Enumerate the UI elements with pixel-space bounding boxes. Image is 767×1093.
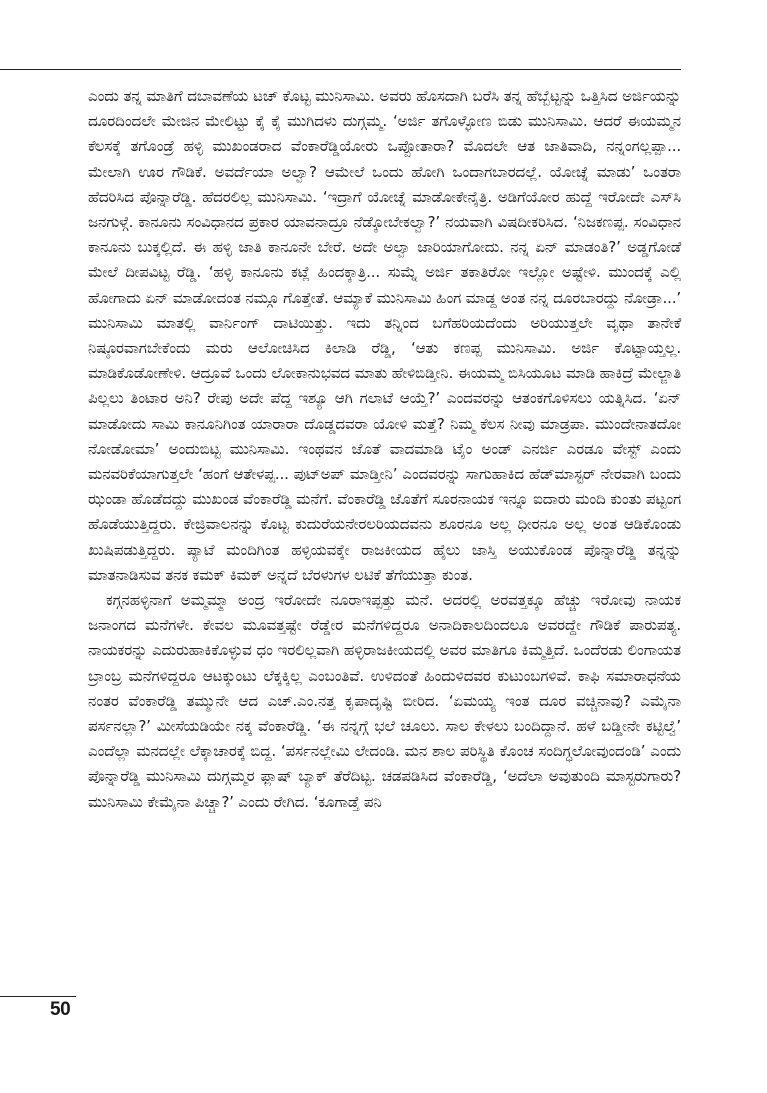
body-text [88, 84, 681, 815]
top-rule [0, 69, 681, 70]
page-number: 50 [50, 999, 71, 1020]
paragraph-1: ಎಂದು ತನ್ನ ಮಾತಿಗೆ ದಬಾವಣೆಯ ಟಚ್ ಕೊಟ್ಟ ಮುನಿಸಾಮಿ. ಅವರು ಹೊಸದಾಗಿ ಬರೆಸಿ ತನ್ನ ಹೆಬ್ಬೆಟ್ಟನ್ನು ಒತ್ತಿಸಿದ ಅರ್ಜಿಯನ್ನು ದೂರದಿಂದಲೇ ಮೇಜಿನ ಮೇಲಿಟ್ಟು ಕೈ ಕೈ ಮುಗಿದಳು ದುಗ್ಗಮ್ಮ. ‘ಅರ್ಜಿ ತಗೊಳ್ಳೋಣ ಬಿಡು ಮುನಿಸಾಮಿ. ಆದರೆ ಈಯಮ್ಮನ ಕೆಲಸಕ್ಕೆ ತಗೊಂಡ್ರೆ ಹಳ್ಳಿ ಮುಖಂಡರಾದ ವೆಂಕಾರೆಡ್ಡಿಯೋರು ಒಪ್ಪೋತಾರಾ? ಮೊದಲೇ ಆತ ಜಾತಿವಾದಿ, ನನ್ನಂಗಲ್ಲಪ್ಪಾ... ಮೇಲಾಗಿ ಊರ ಗೌಡಿಕೆ. ಅವರ್ದೆಯಾ ಅಲ್ವಾ? ಆಮೇಲೆ ಒಂದು ಹೋಗಿ ಒಂದಾಗಬಾರದಲ್ಲೆ. ಯೋಚ್ನೆ ಮಾಡು’ ಒಂತರಾ ಹೆದರಿಸಿದ ಪೊನ್ನಾರೆಡ್ಡಿ. ಹೆದರಲಿಲ್ಲ ಮುನಿಸಾಮಿ. ‘ಇದ್ರಾಗೆ ಯೋಚ್ನೆ ಮಾಡೋಕೇನೈತ್ರಿ. ಅಡಿಗೆಯೋರ ಹುದ್ದೆ ಇರೋದೇ ಎಸ್‌ಸಿ ಜನಗುಳ್ಗೆ. ಕಾನೂನು ಸಂವಿಧಾನದ ಪ್ರಕಾರ ಯಾವನಾದ್ರೂ ನೆಡ್ಕೋಬೇಕಲ್ವಾ?’ ನಯವಾಗಿ ವಿಷದೀಕರಿಸಿದ. ‘ನಿಜಕಣಪ್ಪ. ಸಂವಿಧಾನ ಕಾನೂನು ಬುಕ್ಕಲ್ಲಿದೆ. ಈ ಹಳ್ಳಿ ಜಾತಿ ಕಾನೂನೇ ಬೇರೆ. ಅದೇ ಅಲ್ವಾ ಜಾರಿಯಾಗೋದು. ನನ್ನ ಏನ್ ಮಾಡಂತಿ?’ ಅಡ್ಡಗೋಡೆ ಮೇಲೆ ದೀಪವಿಟ್ಟ ರೆಡ್ಡಿ. ‘ಹಳ್ಳಿ ಕಾನೂನು ಕಟ್ಲೆ ಹಿಂದಕ್ಕಾತ್ರಿ... ಸುಮ್ನೆ ಅರ್ಜಿ ತಕಾತಿರೋ ಇಲ್ಲೋ ಅಷ್ಟೇಳಿ. ಮುಂದಕ್ಕೆ ಎಲ್ಲಿ ಹೋಗಾದು ಏನ್ ಮಾಡೋದಂತ ನಮ್ಗೂ ಗೊತ್ತೇತೆ. ಆಮ್ಯಾಕೆ ಮುನಿಸಾಮಿ ಹಿಂಗ ಮಾಡ್ದ ಅಂತ ನನ್ನ ದೂರಬಾರದ್ದು ನೋಡ್ರಾ...’ ಮುನಿಸಾಮಿ ಮಾತಲ್ಲಿ ವಾರ್ನಿಂಗ್ ದಾಟಿಯಿತ್ತು. ಇದು ತನ್ನಿಂದ ಬಗೆಹರಿಯದೆಂದು ಅರಿಯುತ್ತಲೇ ವೃಥಾ ತಾನೇಕೆ ನಿಷ್ಠೂರವಾಗಬೇಕೆಂದು ಮರು ಆಲೋಚಿಸಿದ ಕಿಲಾಡಿ ರೆಡ್ಡಿ, ‘ಆತು ಕಣಪ್ಪ ಮುನಿಸಾಮಿ. ಅರ್ಜಿ ಕೊಟ್ಟಾಯ್ತಲ್ಲ. ಮಾಡಿಕೊಡೋಣೇಳಿ. ಆದ್ರೂವೆ ಒಂದು ಲೋಕಾನುಭವದ ಮಾತು ಹೇಳಿಬಿಡ್ತೀನಿ. ಈಯಮ್ಮ ಬಿಸಿಯೂಟ ಮಾಡಿ ಹಾಕಿದ್ರೆ ಮೇಲ್ಜಾತಿ ಪಿಲ್ಲಲು ತಿಂಟಾರ ಅನಿ? ರೇಪು ಅದೇ ಪೆದ್ದ ಇಶ್ಯೂ ಆಗಿ ಗಲಾಟೆ ಆಯ್ತೆ?’ ಎಂದವರನ್ನು ಆತಂಕಗೊಳಿಸಲು ಯತ್ನಿಸಿದ. ‘ಏನ್ ಮಾಡೋದು ಸಾಮಿ ಕಾನೂನಿಗಿಂತ ಯಾರಾರಾ ದೊಡ್ಡದವರಾ ಯೋಳಿ ಮತ್ತೆ? ನಿಮ್ಮ ಕೆಲಸ ನೀವು ಮಾಡ್ರಪಾ. ಮುಂದೇನಾತದೋ ನೋಡೋಮಾ’ ಅಂದುಬಿಟ್ಟ ಮುನಿಸಾಮಿ. ಇಂಥವನ ಜೊತೆ ವಾದಮಾಡಿ ಟೈಂ ಅಂಡ್ ಎನರ್ಜಿ ಎರಡೂ ವೇಸ್ಟ್ ಎಂದು ಮನವರಿಕೆಯಾಗುತ್ತಲೇ ‘ಹಂಗೆ ಆತೇಳಪ್ಪ... ಪುಟ್‌ಅಪ್ ಮಾಡ್ತೀನಿ’ ಎಂದವರನ್ನು ಸಾಗುಹಾಕಿದ ಹೆಡ್‌ಮಾಸ್ಟರ್ ನೇರವಾಗಿ ಬಂದು ಝಂಡಾ ಹೊಡೆದದ್ದು ಮುಖಂಡ ವೆಂಕಾರೆಡ್ಡಿ ಮನೆಗೆ. ವೆಂಕಾರೆಡ್ಡಿ ಜೊತೆಗೆ ಸೂರನಾಯಕ ಇನ್ನೂ ಐದಾರು ಮಂದಿ ಕುಂತು ಪಟ್ಟಂಗ ಹೊಡೆಯುತ್ತಿದ್ದರು. ಕೇಜ್ರಿವಾಲನನ್ನು ಕೊಟ್ಟ ಕುದುರೆಯನೇರಲರಿಯದವನು ಶೂರನೂ ಅಲ್ಲ ಧೀರನೂ ಅಲ್ಲ ಅಂತ ಆಡಿಕೊಂಡು ಖುಷಿಪಡುತ್ತಿದ್ದರು. ಪ್ಯಾಟೆ ಮಂದಿಗಿಂತ ಹಳ್ಳಿಯವಕ್ಕೇ ರಾಜಕೀಯದ ಹೈಲು ಜಾಸ್ತಿ ಅಯುಕೊಂಡ ಪೊನ್ನಾರೆಡ್ಡಿ ತನ್ನನ್ನು ಮಾತನಾಡಿಸುವ ತನಕ ಕಮಕ್ ಕಿಮಕ್ ಅನ್ನದೆ ಬೆರಳುಗಳ ಲಟಿಕೆ ತೆಗೆಯುತ್ತಾ ಕುಂತ. [88, 87, 681, 584]
paragraph-2: ಕಗ್ಗನಹಳ್ಳಿನಾಗೆ ಅಮ್ಮಮ್ಮಾ ಅಂದ್ರ ಇರೋದೇ ನೂರಾಇಪ್ಪತ್ತು ಮನೆ. ಅದರಲ್ಲಿ ಅರವತ್ತಕ್ಕೂ ಹೆಚ್ಚು ಇರೋವು ನಾಯಕ ಜನಾಂಗದ ಮನೆಗಳೇ. ಕೇವಲ ಮೂವತ್ತಷ್ಟೇ ರೆಡ್ಡೇರ ಮನೆಗಳಿದ್ದರೂ ಅನಾದಿಕಾಲದಿಂದಲೂ ಅವರದ್ದೇ ಗೌಡಿಕೆ ಪಾರುಪತ್ಯ. ನಾಯಕರನ್ನು ಎದುರುಹಾಕಿಕೊಳ್ಳುವ ಧಂ ಇರಲಿಲ್ಲವಾಗಿ ಹಳ್ಳಿರಾಜಕೀಯದಲ್ಲಿ ಅವರ ಮಾತಿಗೂ ಕಿಮ್ಮತ್ತಿದೆ. ಒಂದೆರಡು ಲಿಂಗಾಯತ ಬ್ರಾಂಬ್ರ ಮನೆಗಳಿದ್ದರೂ ಆಟಕ್ಕುಂಟು ಲೆಕ್ಕಕ್ಕಿಲ್ಲ ಎಂಬಂತಿವೆ. ಉಳಿದಂತೆ ಹಿಂದುಳಿದವರ ಕುಟುಂಬಗಳಿವೆ. ಕಾಫಿ ಸಮಾರಾಧನೆಯ ನಂತರ ವೆಂಕಾರೆಡ್ಡಿ ತಮ್ಮುನೇ ಆದ ಎಚ್.ಎಂ.ನತ್ತ ಕೃಪಾದೃಷ್ಟಿ ಬೀರಿದ. ‘ಏಮಯ್ಯ ಇಂತ ದೂರ ವಚ್ಚಿನಾವು? ಎಮೈನಾ ಪರ್ಸನಲ್ಲಾ?’ ಮೀಸೆಯಡಿಯೇ ನಕ್ಕ ವೆಂಕಾರೆಡ್ಡಿ. ‘ಈ ನನ್ನಗ್ಗೆ ಭಲೆ ಚೂಲು. ಸಾಲ ಕೇಳಲು ಬಂದಿದ್ದಾನೆ. ಹಳೆ ಬಡ್ಡೀನೇ ಕಟ್ಟಿಲ್ವೆ’ ಎಂದೆಲ್ಲಾ ಮನದಲ್ಲೇ ಲೆಕ್ಕಾಚಾರಕ್ಕೆ ಬಿದ್ದ. ‘ಪರ್ಸನಲ್ಲೇಮಿ ಲೇದಂಡಿ. ಮನ ಶಾಲ ಪರಿಸ್ಥಿತಿ ಕೊಂಚ ಸಂದಿಗ್ಧಲೋವುಂದಂಡಿ’ ಎಂದು ಪೊನ್ನಾರೆಡ್ಡಿ ಮುನಿಸಾಮಿ ದುಗ್ಗಮ್ಮರ ಫ್ಲಾಷ್ ಬ್ಯಾಕ್ ತೆರೆದಿಟ್ಟ. ಚಡಪಡಿಸಿದ ವೆಂಕಾರೆಡ್ಡಿ, ‘ಅದೆಲಾ ಅವುತುಂದಿ ಮಾಸ್ಟರುಗಾರು? ಮುನಿಸಾಮಿ ಕೇಮೈನಾ ಪಿಚ್ಚಾ?’ ಎಂದು ರೇಗಿದ. ‘ಕೂಗಾಡ್ತೆ ಪನಿ [88, 591, 681, 811]
footer-rule [0, 996, 76, 997]
